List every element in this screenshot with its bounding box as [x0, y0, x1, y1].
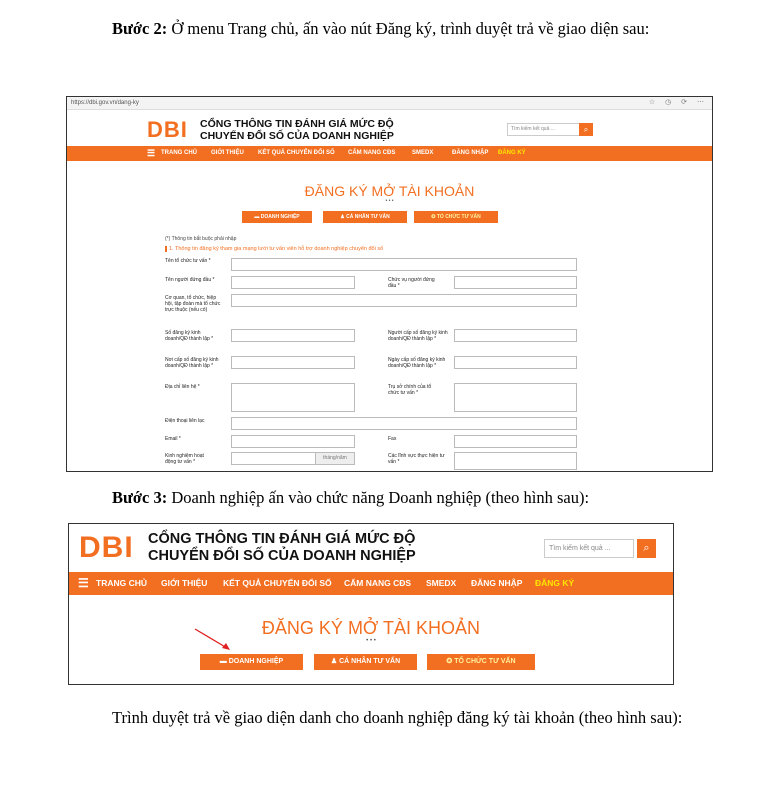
org-name-input[interactable]: [231, 258, 577, 271]
step2-text: Ở menu Trang chủ, ấn vào nút Đăng ký, trình duyệt trả về giao diện sau:: [167, 19, 650, 38]
main-nav: [67, 146, 712, 161]
experience-input[interactable]: [231, 452, 317, 465]
page-title: ĐĂNG KÝ MỞ TÀI KHOẢN: [304, 183, 475, 199]
site-title-zoom-line1: CỔNG THÔNG TIN ĐÁNH GIÁ MỨC ĐỘ: [148, 531, 416, 547]
fax-label: Fax: [388, 436, 397, 442]
fields-input[interactable]: [454, 452, 577, 470]
business-button-zoom-label: DOANH NGHIỆP: [228, 658, 284, 665]
title-divider: • • •: [385, 198, 394, 204]
reg-number-input[interactable]: [231, 329, 355, 342]
nav-register-zoom[interactable]: ĐĂNG KÝ: [535, 578, 575, 588]
individual-consultant-button[interactable]: [323, 211, 407, 223]
briefcase-icon-zoom: ▬: [219, 658, 227, 665]
step2-paragraph: [66, 16, 712, 42]
menu-icon-zoom[interactable]: ☰: [78, 576, 89, 590]
phone-input[interactable]: [231, 417, 577, 430]
leader-position-label: Chức vụ người đứng đầu *: [388, 277, 435, 289]
search-input-zoom[interactable]: Tìm kiếm kết quả ...: [544, 539, 634, 558]
nav-handbook[interactable]: CẨM NANG CĐS: [348, 150, 396, 156]
parent-org-input[interactable]: [231, 294, 577, 307]
consulting-org-zoom-label: TỔ CHỨC TƯ VẤN: [454, 658, 516, 665]
individual-consultant-label: CÁ NHÂN TƯ VẤN: [346, 214, 390, 220]
dbi-logo-zoom[interactable]: DBI: [79, 531, 134, 564]
nav-home[interactable]: TRANG CHỦ: [161, 150, 197, 156]
person-icon: ♟: [340, 214, 345, 220]
business-button[interactable]: [242, 211, 312, 223]
step3-text: Doanh nghiệp ấn vào chức năng Doanh nghiệp (theo hình sau):: [167, 488, 590, 507]
step3-label: Bước 3:: [112, 488, 168, 507]
nav-handbook-zoom[interactable]: CẨM NANG CĐS: [344, 578, 412, 588]
site-header-zoom: [69, 524, 673, 572]
parent-org-label: Cơ quan, tổ chức, hiệp hội, tập đoàn mà tổ chức trực thuộc (nếu có): [165, 295, 221, 313]
registration-page-screenshot: [66, 96, 713, 472]
closing-paragraph: Trình duyệt trả về giao diện danh cho doanh nghiệp đăng ký tài khoản (theo hình sau):: [112, 708, 683, 727]
red-arrow-annotation: [194, 628, 232, 652]
site-title-zoom-line2: CHUYỂN ĐỔI SỐ CỦA DOANH NGHIỆP: [148, 547, 416, 564]
form-section-title: 1. Thông tin đăng ký tham gia mạng lưới tư vấn viên hỗ trợ doanh nghiệp chuyển đổi số: [165, 246, 383, 252]
browser-toolbar-icons: ☆ ◷ ⟳ ⋯: [648, 99, 708, 106]
email-label: Email *: [165, 436, 181, 442]
fields-label: Các lĩnh vực thực hiện tư vấn *: [388, 453, 445, 465]
nav-results-zoom[interactable]: KẾT QUẢ CHUYỂN ĐỔI SỐ: [223, 578, 332, 588]
nav-home-zoom[interactable]: TRANG CHỦ: [96, 578, 147, 588]
nav-login[interactable]: ĐĂNG NHẬP: [452, 150, 489, 156]
briefcase-icon: ▬: [254, 214, 260, 220]
individual-consultant-zoom-label: CÁ NHÂN TƯ VẤN: [339, 658, 401, 665]
site-title: [200, 118, 394, 142]
org-name-label: Tên tổ chức tư vấn *: [165, 258, 211, 264]
headquarters-textarea[interactable]: [454, 383, 577, 412]
main-nav-zoom: [69, 572, 673, 595]
nav-login-zoom[interactable]: ĐĂNG NHẬP: [471, 578, 523, 588]
required-note: (*) Thông tin bắt buộc phải nhập: [165, 236, 237, 242]
experience-unit: tháng/năm: [315, 452, 355, 465]
address-textarea[interactable]: [231, 383, 355, 412]
site-header: [67, 110, 712, 146]
step3-paragraph: [66, 485, 712, 511]
email-input[interactable]: [231, 435, 355, 448]
url-text: https://dbi.gov.vn/dang-ky: [71, 100, 139, 106]
search-button[interactable]: [579, 123, 593, 136]
fax-input[interactable]: [454, 435, 577, 448]
nav-smedx[interactable]: SMEDX: [412, 150, 434, 156]
consulting-org-button[interactable]: [414, 211, 498, 223]
leader-label: Tên người đứng đầu *: [165, 277, 215, 283]
leader-position-input[interactable]: [454, 276, 577, 289]
reg-number-label: Số đăng ký kinh doanh/QĐ thành lập *: [165, 330, 214, 342]
nav-about-zoom[interactable]: GIỚI THIỆU: [161, 578, 208, 588]
nav-about[interactable]: GIỚI THIỆU: [211, 150, 244, 156]
individual-consultant-button-zoom[interactable]: [314, 654, 417, 670]
group-icon: ✪: [431, 214, 436, 220]
group-icon-zoom: ✪: [446, 658, 453, 665]
phone-label: Điện thoại liên lạc: [165, 418, 205, 424]
search-button-zoom[interactable]: [637, 539, 656, 558]
site-title-line1: CỔNG THÔNG TIN ĐÁNH GIÁ MỨC ĐỘ: [200, 118, 394, 130]
consulting-org-button-zoom[interactable]: [427, 654, 535, 670]
issue-date-input[interactable]: [454, 356, 577, 369]
menu-icon[interactable]: ☰: [147, 148, 156, 158]
dbi-logo[interactable]: DBI: [147, 117, 188, 142]
business-button-zoom[interactable]: [200, 654, 303, 670]
search-input[interactable]: Tìm kiếm kết quả ...: [507, 123, 580, 136]
browser-address-bar[interactable]: [67, 97, 712, 110]
search-icon: ⌕: [583, 125, 589, 134]
search-icon-zoom: ⌕: [643, 542, 650, 554]
reg-signer-label: Người cấp số đăng ký kinh doanh/QĐ thành lập *: [388, 330, 448, 342]
person-icon-zoom: ♟: [330, 658, 338, 665]
nav-results[interactable]: KẾT QUẢ CHUYỂN ĐỔI SỐ: [258, 150, 335, 156]
address-label: Địa chỉ liên hệ *: [165, 384, 200, 390]
consulting-org-label: TỔ CHỨC TƯ VẤN: [436, 214, 481, 220]
site-title-line2: CHUYỂN ĐỔI SỐ CỦA DOANH NGHIỆP: [200, 130, 394, 143]
issue-place-input[interactable]: [231, 356, 355, 369]
leader-input[interactable]: [231, 276, 355, 289]
business-button-label: DOANH NGHIỆP: [260, 214, 300, 220]
reg-signer-input[interactable]: [454, 329, 577, 342]
nav-register[interactable]: ĐĂNG KÝ: [498, 150, 526, 156]
title-divider-zoom: • • •: [366, 638, 376, 644]
page-title-zoom: ĐĂNG KÝ MỞ TÀI KHOẢN: [261, 618, 481, 638]
site-title-zoom: [148, 531, 416, 564]
issue-place-label: Nơi cấp số đăng ký kinh doanh/QĐ thành lập *: [165, 357, 219, 369]
registration-buttons-screenshot: [68, 523, 674, 685]
headquarters-label: Trụ sở chính của tổ chức tư vấn *: [388, 384, 432, 396]
step2-label: Bước 2:: [112, 19, 168, 38]
experience-label: Kinh nghiệm hoạt động tư vấn *: [165, 453, 204, 465]
issue-date-label: Ngày cấp số đăng ký kinh doanh/QĐ thành lập *: [388, 357, 446, 369]
nav-smedx-zoom[interactable]: SMEDX: [426, 578, 457, 588]
